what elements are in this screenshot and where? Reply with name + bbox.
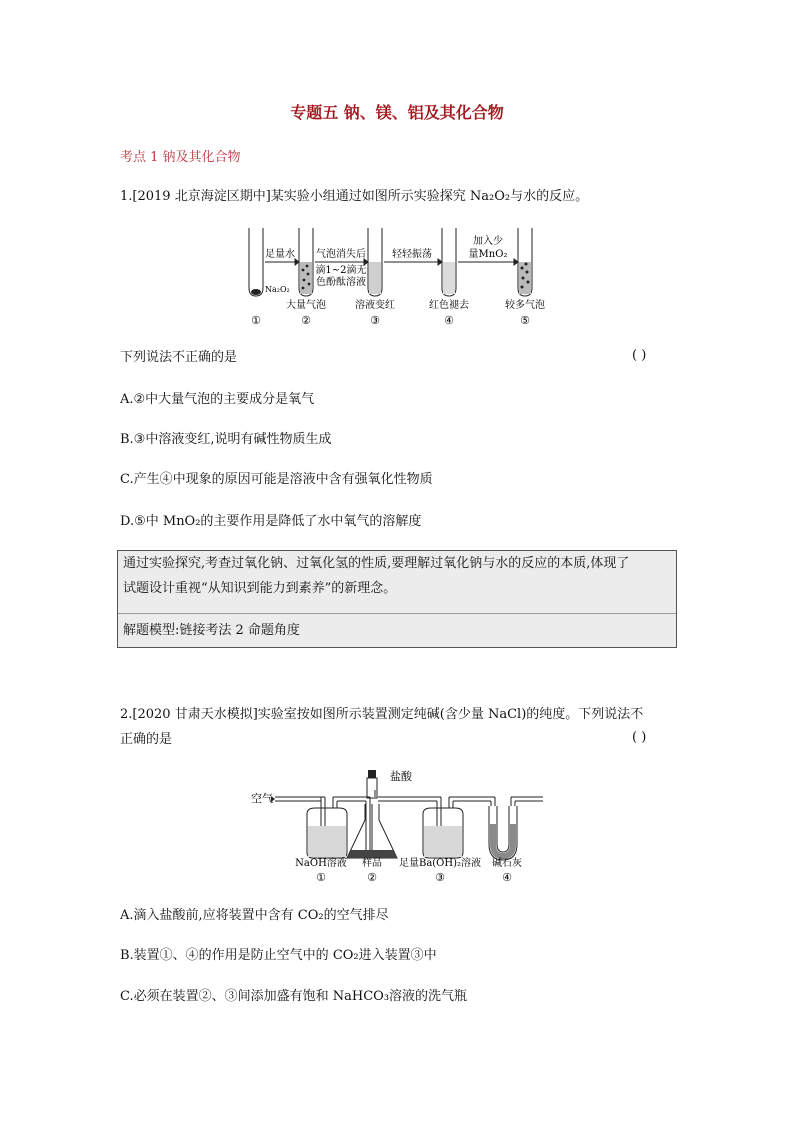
note-line-2: 试题设计重视“从知识到能力到素养”的新理念。 [123,581,397,596]
air-label: 空气 [251,792,273,805]
question-1-stem: 1.[2019 北京海淀区期中]某实验小组通过如图所示实验探究 Na₂O₂与水的反应。 [120,189,589,204]
na2o2-label: Na₂O₂ [265,285,290,294]
tube-number-5: ⑤ [520,314,530,327]
step-label-shake: 轻轻振荡 [392,249,432,260]
question-2-option-b: B.装置①、④的作用是防止空气中的 CO₂进入装置③中 [120,948,437,963]
question-2-answer-paren: ( ) [632,730,647,745]
apparatus-number-4: ④ [502,871,512,884]
question-2-stem-line-1: 2.[2020 甘肃天水模拟]实验室按如图所示装置测定纯碱(含少量 NaCl)的纯度。下列说法不 [120,707,644,722]
question-1-option-d: D.⑤中 MnO₂的主要作用是降低了水中氧气的溶解度 [120,514,422,529]
question-1-answer-paren: ( ) [632,348,647,363]
step-label-bubbles-gone: 气泡消失后 [316,249,366,260]
observation-2: 大量气泡 [286,300,326,311]
apparatus-number-1: ① [316,871,326,884]
step-label-add: 加入少 [473,236,503,247]
apparatus-number-2: ② [367,871,377,884]
tube-number-1: ① [251,314,261,327]
step-label-drip: 滴1~2滴无 [315,265,367,276]
apparatus-2-label: 样品 [362,858,382,869]
note-model: 解题模型:链接考法 2 命题角度 [123,623,300,638]
question-2-figure [245,762,550,887]
step-label-mno2: 量MnO₂ [468,249,508,260]
page-title: 专题五 钠、镁、铝及其化合物 [290,103,504,122]
apparatus-1-label: NaOH溶液 [295,858,347,869]
section-heading: 考点 1 钠及其化合物 [120,150,241,165]
observation-3: 溶液变红 [355,300,395,311]
test-tube-1 [249,228,263,296]
note-line-1: 通过实验探究,考查过氧化钠、过氧化氢的性质,要理解过氧化钠与水的反应的本质,体现了 [123,556,630,571]
question-2-option-c: C.必须在装置②、③间添加盛有饱和 NaHCO₃溶液的洗气瓶 [120,989,468,1004]
apparatus-4-label: 碱石灰 [492,858,522,869]
apparatus-number-3: ③ [435,871,445,884]
tube-number-3: ③ [370,314,380,327]
question-2-option-a: A.滴入盐酸前,应将装置中含有 CO₂的空气排尽 [120,908,389,923]
tube-number-2: ② [301,314,311,327]
hydrochloric-acid-label: 盐酸 [390,770,412,783]
note-divider [118,613,676,614]
question-1-option-b: B.③中溶液变红,说明有碱性物质生成 [120,432,332,447]
observation-4: 红色褪去 [429,300,469,311]
apparatus-3-label: 足量Ba(OH)₂溶液 [398,858,482,869]
tube-number-4: ④ [444,314,454,327]
question-1-prompt: 下列说法不正确的是 [120,350,238,365]
question-2-stem-line-2: 正确的是 [120,732,173,747]
step-label-phenolphthalein: 色酚酞溶液 [316,277,366,288]
question-1-option-c: C.产生④中现象的原因可能是溶液中含有强氧化性物质 [120,472,433,487]
question-1-option-a: A.②中大量气泡的主要成分是氧气 [120,392,315,407]
step-label-water: 足量水 [265,249,295,260]
analysis-note-box [117,550,677,648]
observation-5: 较多气泡 [505,300,545,311]
question-1-figure [235,222,555,330]
